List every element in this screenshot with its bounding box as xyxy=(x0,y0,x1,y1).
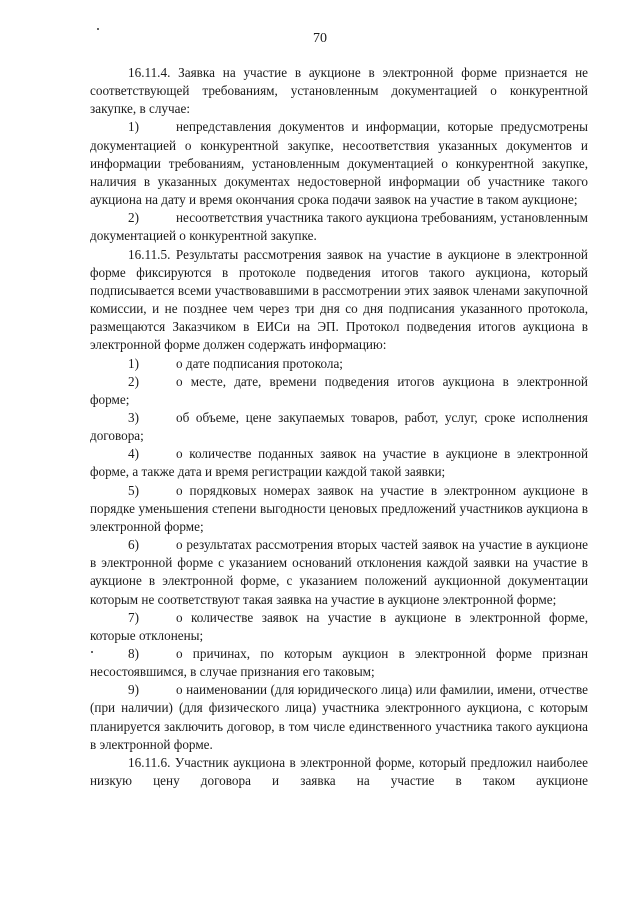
section-16-11-5-item-6 xyxy=(90,536,588,609)
document-body xyxy=(90,64,588,790)
item-number: 1) xyxy=(128,355,139,371)
item-number: 8) xyxy=(128,646,139,661)
item-number: 2) xyxy=(128,210,139,226)
section-16-11-5-item-8 xyxy=(90,645,588,681)
item-number: 7) xyxy=(128,609,139,625)
item-text: о количестве поданных заявок на участие в аукционе в электронной форме, а также дата и время регистрации каждой такой заявки; xyxy=(90,446,588,480)
item-number: 4) xyxy=(128,446,139,462)
section-16-11-5-item-1 xyxy=(90,355,588,373)
section-16-11-5-intro: 16.11.5. Результаты рассмотрения заявок на участие в аукционе в электронной форме фиксируются в протоколе подведения итогов такого аукциона, который подписывается всеми участвовавшими в рассмотрении этих заявок членами закупочной комиссии, и не позднее чем через три дня со дня подписания указанного протокола, размещаются Заказчиком в ЕИСи на ЭП. Протокол подведения итогов аукциона в электронной форме должен содержать информацию: xyxy=(90,246,588,353)
item-text: о месте, дате, времени подведения итогов аукциона в электронной форме; xyxy=(90,373,588,407)
scan-speck xyxy=(97,28,99,30)
section-16-11-4-item-1 xyxy=(90,118,588,209)
item-number: 1) xyxy=(128,119,139,135)
section-16-11-5-item-4 xyxy=(90,445,588,481)
item-text: несоответствия участника такого аукциона требованиям, установленным документацией о конкурентной закупке. xyxy=(90,210,588,244)
item-number: 2) xyxy=(128,373,139,389)
item-text: непредставления документов и информации, которые предусмотрены документацией о конкурентной закупке, несоответствия указанных документов и информации требованиям, установленным документацией о конкурентной закупке, наличия в указанных документах недостоверной информации об участнике такого аукциона на дату и время окончания срока подачи заявок на участие в таком аукционе; xyxy=(90,119,588,208)
item-number: 9) xyxy=(128,682,139,698)
item-text: о количестве заявок на участие в аукционе в электронной форме, которые отклонены; xyxy=(90,609,588,643)
section-16-11-5-item-3 xyxy=(90,409,588,445)
item-number: 6) xyxy=(128,537,139,553)
item-text: о причинах, по которым аукцион в электронной форме признан несостоявшимся, в случае признания его таковым; xyxy=(90,646,588,680)
section-16-11-5-item-2 xyxy=(90,373,588,409)
item-text: о дате подписания протокола; xyxy=(176,355,343,371)
item-text: о результатах рассмотрения вторых частей заявок на участие в аукционе в электронной форме с указанием оснований отклонения каждой заявки на участие в аукционе в электронной форме, с указанием положений аукционной документации которым не соответствуют такая заявка на участие в аукционе электронной форме; xyxy=(90,537,588,607)
page-number: 70 xyxy=(313,31,327,46)
item-number: 3) xyxy=(128,409,139,425)
section-16-11-6-intro: 16.11.6. Участник аукциона в электронной форме, который предложил наиболее низкую цену договора и заявка на участие в таком аукционе xyxy=(90,754,588,789)
section-16-11-5-item-9 xyxy=(90,681,588,754)
section-16-11-4-intro: 16.11.4. Заявка на участие в аукционе в электронной форме признается не соответствующей требованиям, установленным документацией о конкурентной закупке, в случае: xyxy=(90,65,588,117)
item-text: о наименовании (для юридического лица) или фамилии, имени, отчестве (при наличии) (для физического лица) участника электронного аукциона, с которым планируется заключить договор, в том числе единственного участника такого аукциона в электронной форме. xyxy=(90,682,588,752)
item-text: об объеме, цене закупаемых товаров, работ, услуг, сроке исполнения договора; xyxy=(90,409,588,444)
section-16-11-5-item-5 xyxy=(90,482,588,536)
item-number: 5) xyxy=(128,482,139,498)
item-text: о порядковых номерах заявок на участие в электронном аукционе в порядке уменьшения степени выгодности ценовых предложений участников аукциона в электронной форме; xyxy=(90,482,588,534)
section-16-11-4-item-2 xyxy=(90,209,588,245)
section-16-11-5-item-7 xyxy=(90,609,588,645)
